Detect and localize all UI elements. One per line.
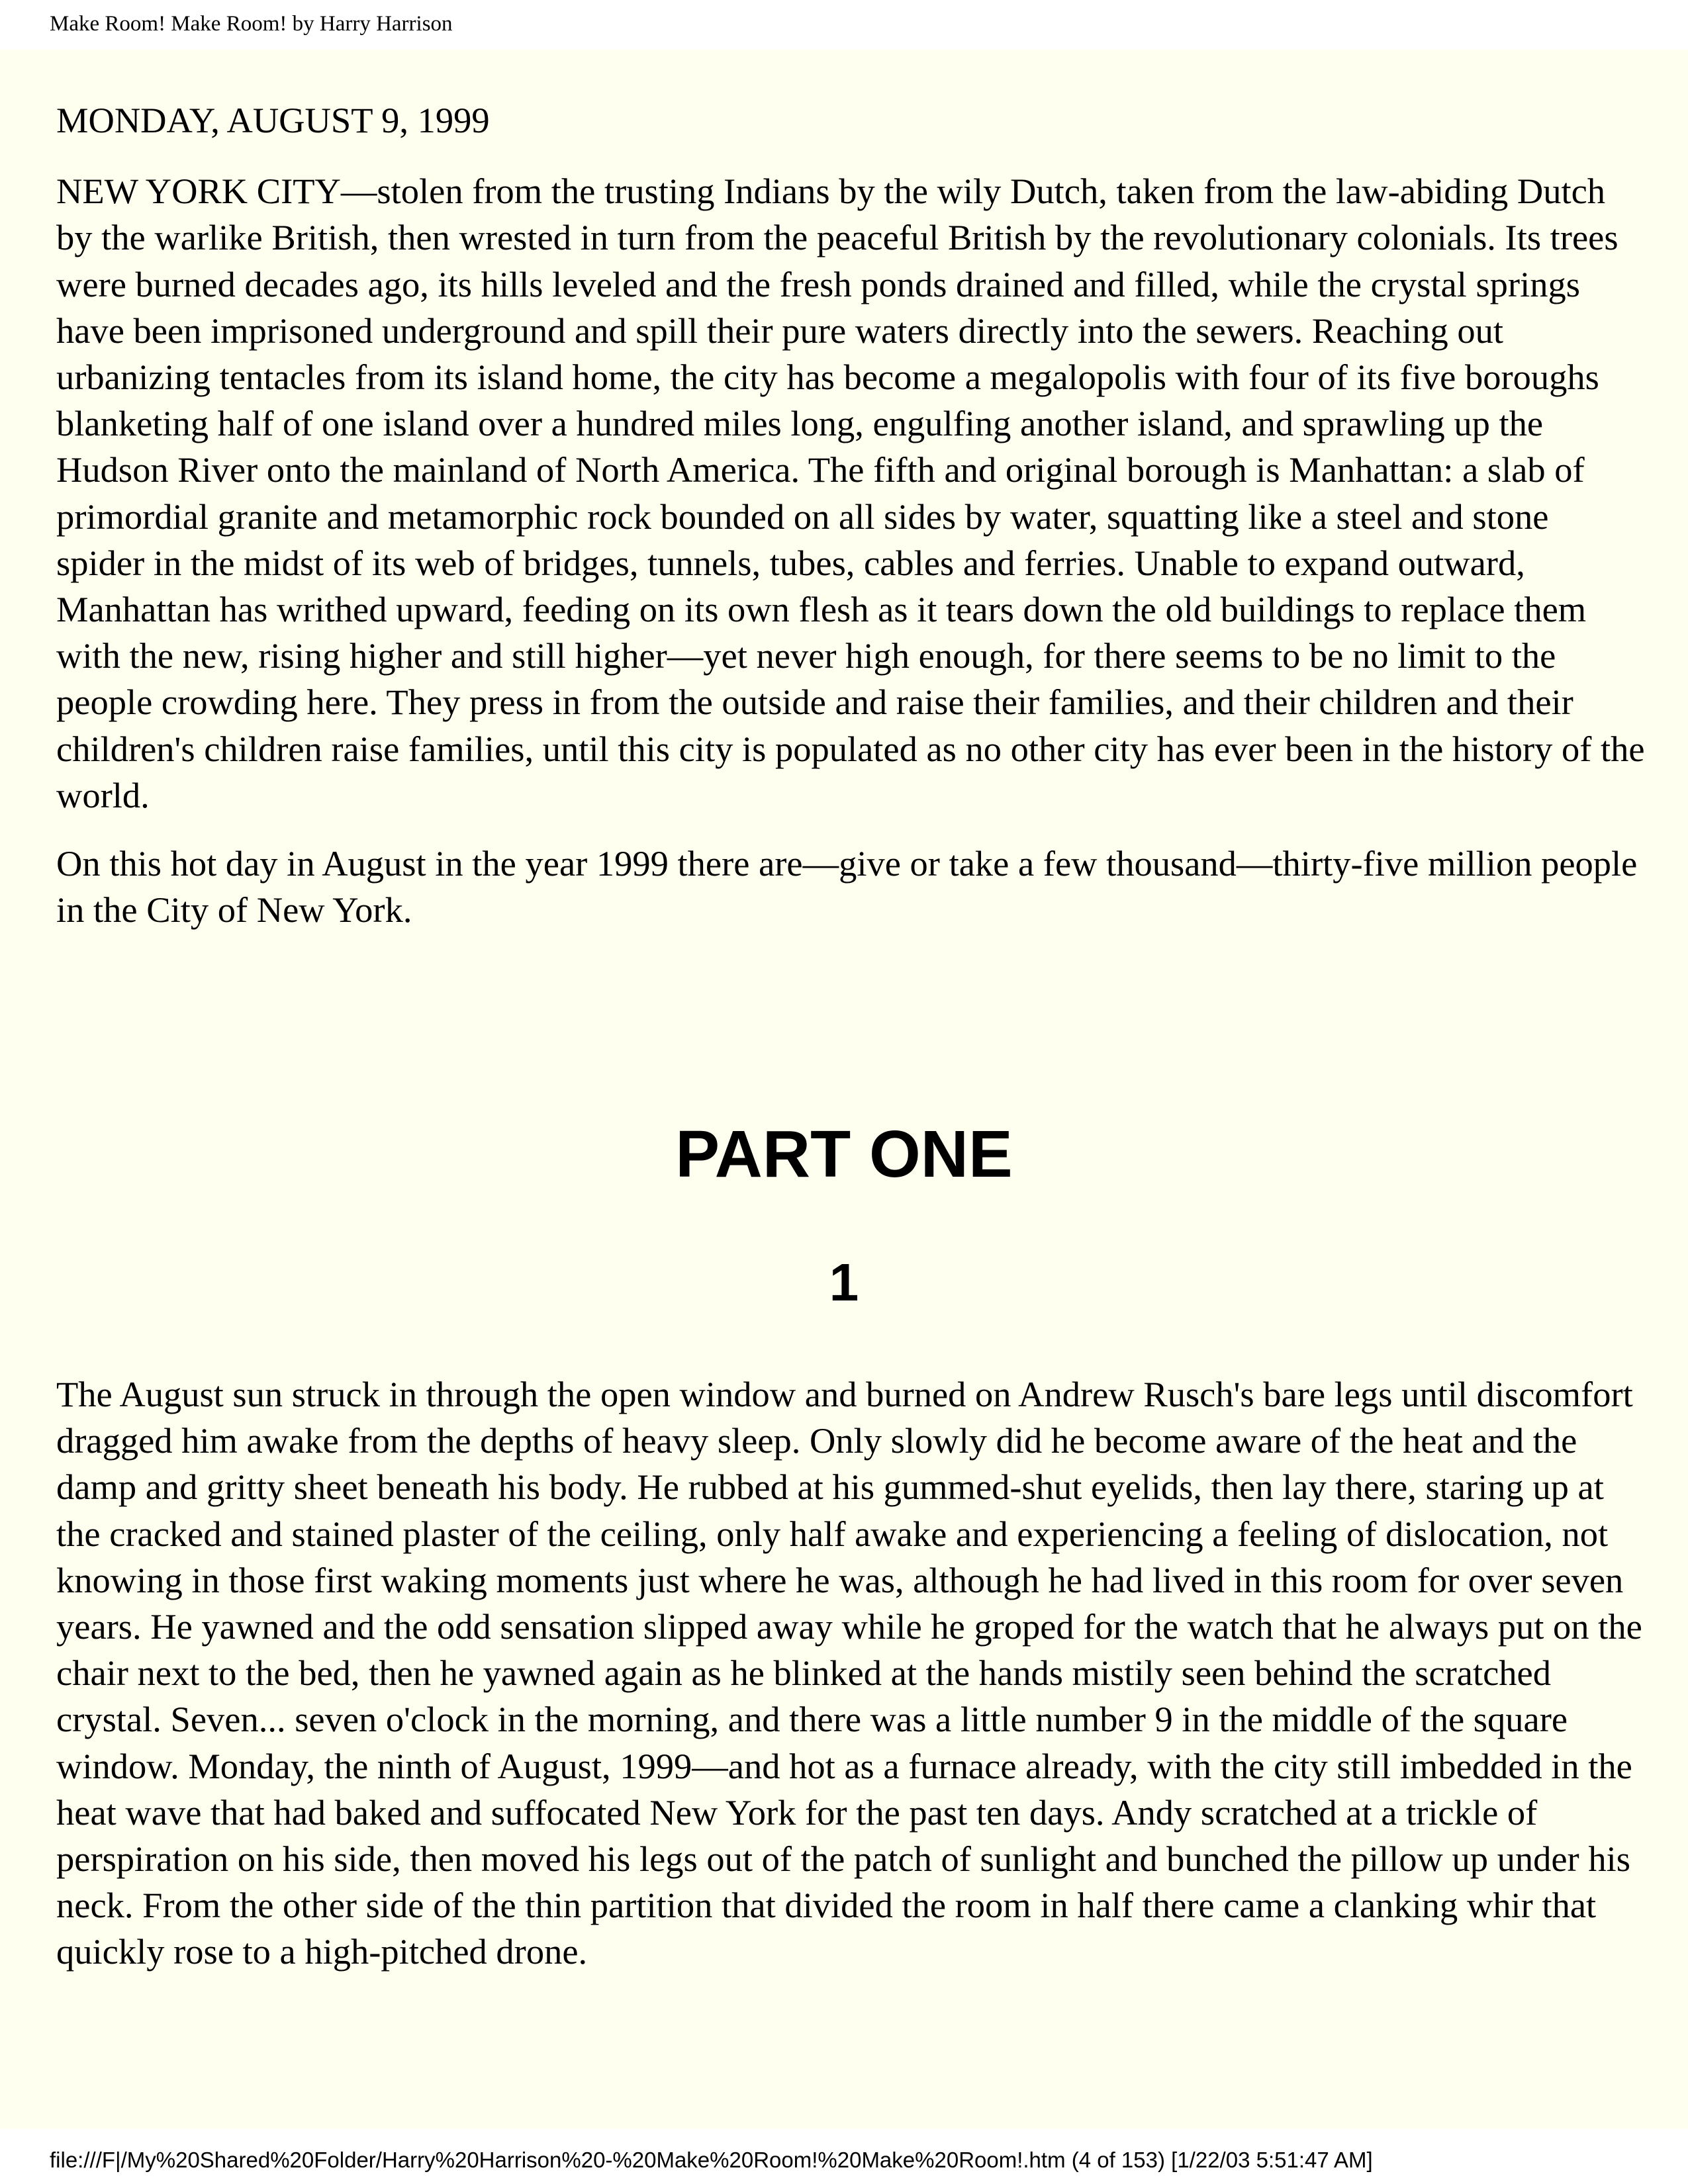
chapter-number: 1 bbox=[829, 1253, 859, 1312]
print-header bbox=[0, 0, 1688, 50]
print-footer bbox=[0, 2129, 1688, 2184]
chapter-paragraph: The August sun struck in through the open window and burned on Andrew Rusch's bare legs until discomfort dragged him awake from the depths of heavy sleep. Only slowly did he become aware of the heat and the damp and gritty sheet beneath his body. He rubbed at his gummed-shut eyelids, then lay there, staring up at the cracked and stained plaster of the ceiling, only half awake and experiencing a feeling of dislocation, not knowing in those first waking moments just where he was, although he had lived in this room for over seven years. He yawned and the odd sensation slipped away while he groped for the watch that he always put on the chair next to the bed, then he yawned again as he blinked at the hands mistily seen behind the scratched crystal. Seven... seven o'clock in the morning, and there was a little number 9 in the middle of the square window. Monday, the ninth of August, 1999—and hot as a furnace already, with the city still imbedded in the heat wave that had baked and suffocated New York for the past ten days. Andy scratched at a trickle of perspiration on his side, then moved his legs out of the patch of sunlight and bunched the pillow up under his neck. From the other side of the thin partition that divided the room in half there came a clanking whir that quickly rose to a high-pitched drone. bbox=[56, 1374, 1642, 1972]
prologue-paragraph: On this hot day in August in the year 1999 there are—give or take a few thousand—thirty-five million people in the City of New York. bbox=[56, 843, 1638, 931]
file-path: file:///F|/My%20Shared%20Folder/Harry%20Harrison%20-%20Make%20Room!%20Make%20Room!.htm (4 of 153) [1/22/03 5:51:47 AM] bbox=[50, 2148, 1373, 2172]
prologue-paragraph: NEW YORK CITY—stolen from the trusting Indians by the wily Dutch, taken from the law-abiding Dutch by the warlike British, then wrested in turn from the peaceful British by the revolutionary colonials. Its trees were burned decades ago, its hills leveled and the fresh ponds drained and filled, while the crystal springs have been imprisoned underground and spill their pure waters directly into the sewers. Reaching out urbanizing tentacles from its island home, the city has become a megalopolis with four of its five boroughs blanketing half of one island over a hundred miles long, engulfing another island, and sprawling up the Hudson River onto the mainland of North America. The fifth and original borough is Manhattan: a slab of primordial granite and metamorphic rock bounded on all sides by water, squatting like a steel and stone spider in the midst of its web of bridges, tunnels, tubes, cables and ferries. Unable to expand outward, Manhattan has writhed upward, feeding on its own flesh as it tears down the old buildings to replace them with the new, rising higher and still higher—yet never high enough, for there seems to be no limit to the people crowding here. They press in from the outside and raise their families, and their children and their children's children raise families, until this city is populated as no other city has ever been in the history of the world. bbox=[56, 171, 1645, 815]
prologue-section bbox=[56, 97, 1645, 933]
date-heading: MONDAY, AUGUST 9, 1999 bbox=[56, 100, 490, 140]
part-title: PART ONE bbox=[675, 1117, 1013, 1191]
document-title: Make Room! Make Room! by Harry Harrison bbox=[50, 12, 453, 36]
